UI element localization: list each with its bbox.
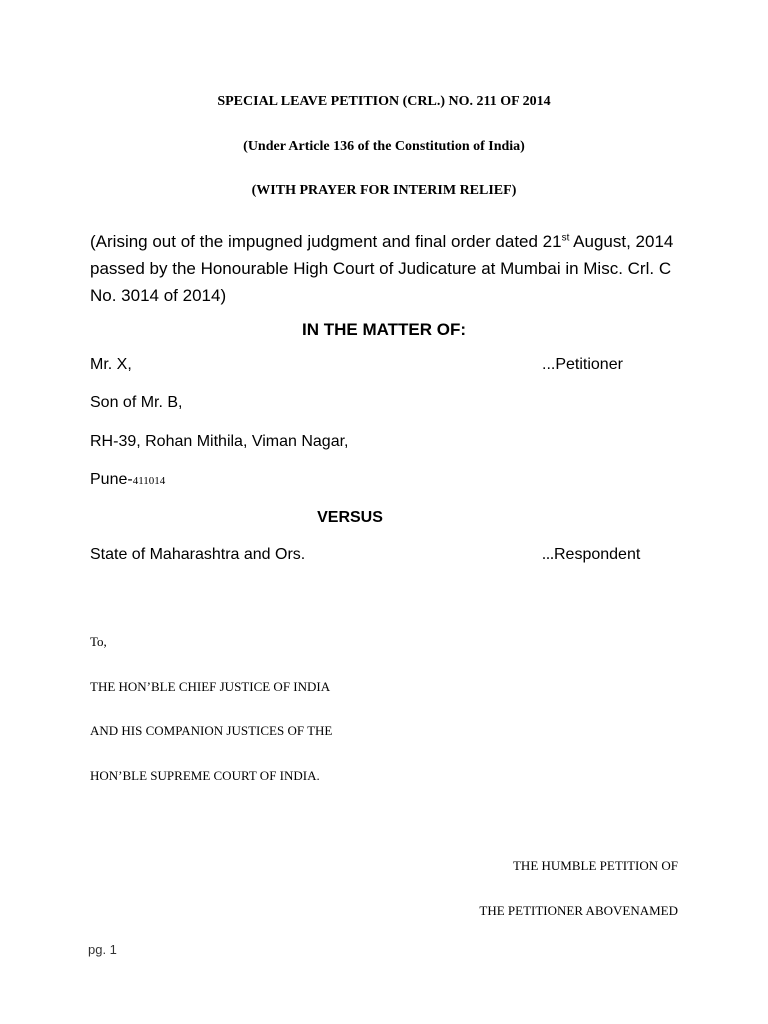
matter-title: IN THE MATTER OF: xyxy=(302,320,466,339)
petitioner-pin: 411014 xyxy=(132,475,166,487)
respondent-role-text: Respondent xyxy=(554,546,641,563)
arising-text-part1: (Arising out of the impugned judgment and final order dated 21 xyxy=(90,232,562,251)
arising-superscript: st xyxy=(561,232,570,244)
versus-heading: VERSUS xyxy=(317,509,383,526)
addressee-line3: HON’BLE SUPREME COURT OF INDIA. xyxy=(90,768,320,783)
addressee-line1: THE HON’BLE CHIEF JUSTICE OF INDIA xyxy=(90,679,331,694)
page-number: pg. 1 xyxy=(88,942,117,957)
addressee-line2: AND HIS COMPANION JUSTICES OF THE xyxy=(90,723,333,738)
arising-text-part2: August, 2014 passed by the Honourable High Court of Judicature at Mumbai in Misc. Crl. C No. 3014 of 2014) xyxy=(90,232,674,305)
addressee-to: To, xyxy=(90,634,107,649)
petitioner-role: ...Petitioner xyxy=(542,356,623,373)
petitioner-city xyxy=(90,471,165,489)
humble-line1: THE HUMBLE PETITION OF xyxy=(512,858,678,873)
petitioner-address: RH-39, Rohan Mithila, Viman Nagar, xyxy=(90,433,349,450)
interim-relief-line: (WITH PRAYER FOR INTERIM RELIEF) xyxy=(251,183,517,198)
respondent-role xyxy=(542,546,640,564)
petitioner-name: Mr. X, xyxy=(90,356,132,373)
petition-title: SPECIAL LEAVE PETITION (CRL.) NO. 211 OF 2014 xyxy=(217,94,551,109)
under-article-line: (Under Article 136 of the Constitution of India) xyxy=(243,139,525,154)
arising-paragraph xyxy=(90,228,690,309)
respondent-dots: ... xyxy=(542,546,554,563)
petitioner-city-name: Pune- xyxy=(90,471,133,488)
humble-line2: THE PETITIONER ABOVENAMED xyxy=(479,903,678,918)
respondent-name: State of Maharashtra and Ors. xyxy=(90,546,306,563)
petitioner-relation: Son of Mr. B, xyxy=(90,394,183,411)
